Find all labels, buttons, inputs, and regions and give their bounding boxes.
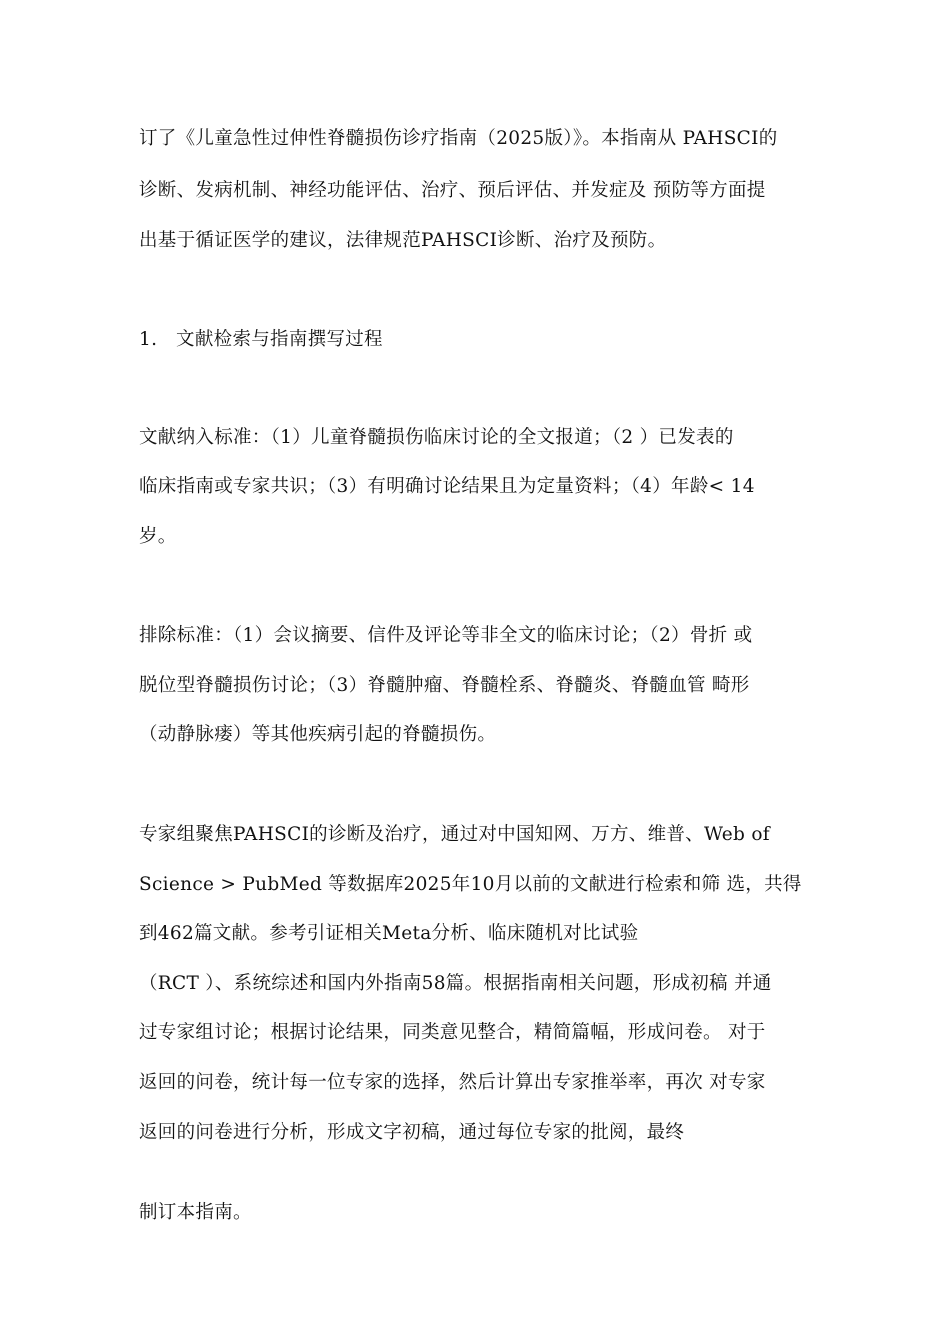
- exclusion-line-1: 排除标准：（1）会议摘要、信件及评论等非全文的临床讨论；（2）骨折 或: [139, 625, 753, 646]
- inclusion-line-1: 文献纳入标准：（1）儿童脊髓损伤临床讨论的全文报道；（2 ）已发表的: [139, 427, 734, 448]
- process-line-7: 返回的问卷进行分析，形成文字初稿，通过每位专家的批阅，最终: [139, 1122, 685, 1143]
- process-line-2: Science > PubMed 等数据库2025年10月以前的文献进行检索和筛 选，共得: [139, 874, 802, 895]
- process-line-5: 过专家组讨论；根据讨论结果，同类意见整合，精简篇幅，形成问卷。 对于: [139, 1022, 766, 1043]
- process-line-3: 到462篇文献。参考引证相关Meta分析、临床随机对比试验: [139, 923, 639, 944]
- process-line-6: 返回的问卷，统计每一位专家的选择，然后计算出专家推举率，再次 对专家: [139, 1072, 766, 1093]
- exclusion-line-2: 脱位型脊髓损伤讨论；（3）脊髓肿瘤、脊髓栓系、脊髓炎、脊髓血管 畸形: [139, 675, 750, 696]
- process-line-4: （RCT ）、系统综述和国内外指南58篇。根据指南相关问题，形成初稿 并通: [139, 973, 772, 994]
- section-heading: 1. 文献检索与指南撰写过程: [139, 329, 383, 350]
- intro-line-3: 出基于循证医学的建议，法律规范PAHSCI诊断、治疗及预防。: [139, 230, 667, 251]
- inclusion-line-3: 岁。: [139, 526, 177, 547]
- closing-line: 制订本指南。: [139, 1202, 252, 1223]
- intro-line-2: 诊断、发病机制、神经功能评估、治疗、预后评估、并发症及 预防等方面提: [139, 180, 766, 201]
- process-line-1: 专家组聚焦PAHSCI的诊断及治疗，通过对中国知网、万方、维普、Web of: [139, 824, 770, 845]
- exclusion-line-3: （动静脉瘘）等其他疾病引起的脊髓损伤。: [139, 724, 497, 745]
- intro-line-1: 订了《儿童急性过伸性脊髓损伤诊疗指南（2025版）》。本指南从 PAHSCI的: [139, 128, 778, 149]
- inclusion-line-2: 临床指南或专家共识；（3）有明确讨论结果且为定量资料；（4）年龄< 14: [139, 476, 755, 497]
